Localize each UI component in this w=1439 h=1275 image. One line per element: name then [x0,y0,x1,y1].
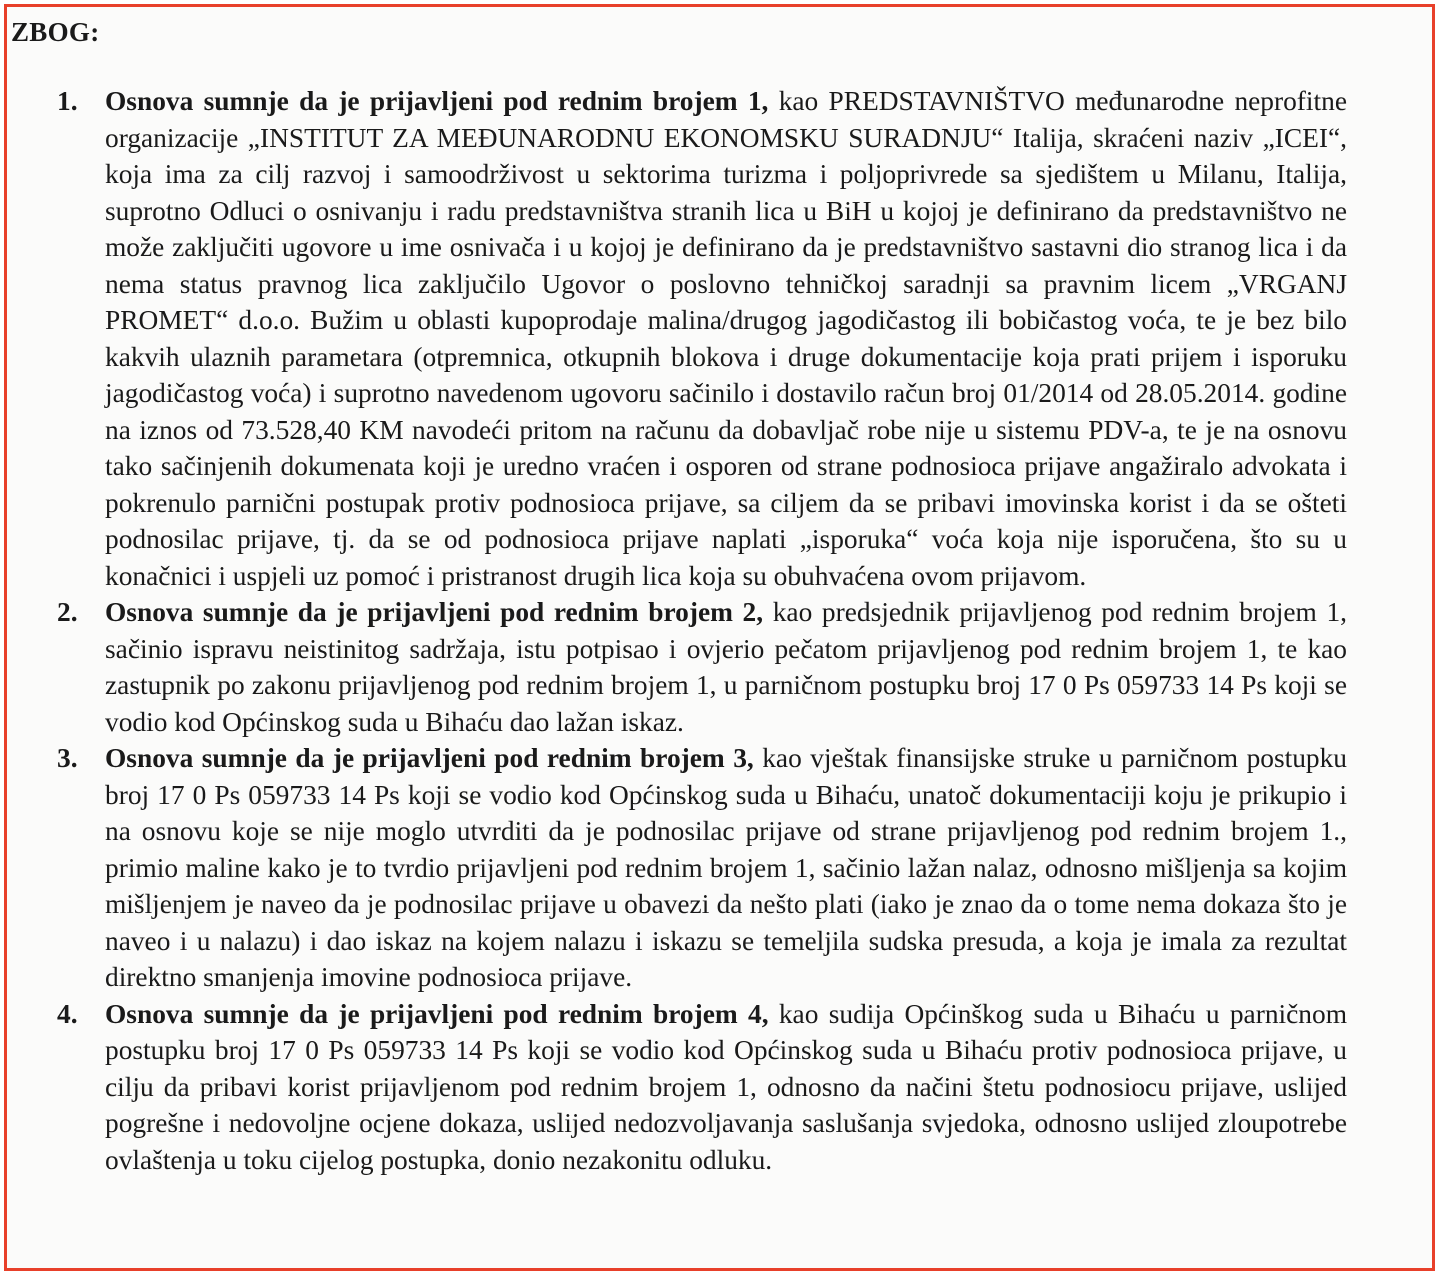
list-item-1 [57,83,1347,594]
item-number: 3. [57,743,78,773]
item-text: kao vještak finansijske struke u parničnom postupku broj 17 0 Ps 059733 14 Ps koji se vodio kod Općinskog suda u Bihaću, unatoč dokumentaciji koju je prikupio i na osnovu koje se nije moglo utvrditi da je podnosilac prijave od strane prijavljenog pod rednim brojem 1., primio maline kako je to tvrdio prijavljeni pod rednim brojem 1, sačinio lažan nalaz, odnosno mišljenja sa kojim mišljenjem je naveo da je podnosilac prijave u obavezi da nešto plati (iako je znao da o tome nema dokaza što je naveo i u nalazu) i dao iskaz na kojem nalazu i iskazu se temeljila sudska presuda, a koja je imala za rezultat direktno smanjenja imovine podnosioca prijave. [105,743,1348,992]
item-lead: Osnova sumnje da je prijavljeni pod rednim brojem 1, [105,86,769,116]
item-lead: Osnova sumnje da je prijavljeni pod rednim brojem 3, [105,743,754,773]
item-number: 2. [57,597,78,627]
document-page [4,4,1435,1271]
list-item-4 [57,996,1347,1179]
item-lead: Osnova sumnje da je prijavljeni pod rednim brojem 2, [105,597,764,627]
item-text: kao sudija Općinškog suda u Bihaću u parničnom postupku broj 17 0 Ps 059733 14 Ps koji se vodio kod Općinskog suda u Bihaću protiv podnosioca prijave, u cilju da pribavi korist prijavljenom pod rednim brojem 1, odnosno da načini štetu podnosiocu prijave, uslijed pogrešne i nedovoljne ocjene dokaza, uslijed nedozvoljavanja saslušanja svjedoka, odnosno uslijed zloupotrebe ovlaštenja u toku cijelog postupka, donio nezakonitu odluku. [105,998,1347,1175]
numbered-list [7,83,1432,1178]
list-item-2 [57,594,1347,740]
section-heading: ZBOG: [11,17,100,47]
item-text: kao predsjednik prijavljenog pod rednim brojem 1, sačinio ispravu neistinitog sadržaja, istu potpisao i ovjerio pečatom prijavljenog pod rednim brojem 1, te kao zastupnik po zakonu prijavljenog pod rednim brojem 1, u parničnom postupku broj 17 0 Ps 059733 14 Ps koji se vodio kod Općinskog suda u Bihaću dao lažan iskaz. [105,597,1347,737]
item-number: 4. [57,998,78,1029]
list-item-3 [57,740,1348,996]
item-text: kao PREDSTAVNIŠTVO međunarodne neprofitne organizacije „INSTITUT ZA MEĐUNARODNU EKONOMSKU SURADNJU“ Italija, skraćeni naziv „ICEI“, koja ima za cilj razvoj i samoodrživost u sektorima turizma i poljoprivrede sa sjedištem u Milanu, Italija, suprotno Odluci o osnivanju i radu predstavništva stranih lica u BiH u kojoj je definirano da predstavništvo ne može zaključiti ugovore u ime osnivača i u kojoj je definirano da je predstavništvo sastavni dio stranog lica i da nema status pravnog lica zaključilo Ugovor o poslovno tehničkoj saradnji sa pravnim licem „VRGANJ PROMET“ d.o.o. Bužim u oblasti kupoprodaje malina/drugog jagodičastog ili bobičastog voća, te je bez bilo kakvih ulaznih parametara (otpremnica, otkupnih blokova i druge dokumentacije koja prati prijem i isporuku jagodičastog voća) i suprotno navedenom ugovoru sačinilo i dostavilo račun broj 01/2014 od 28.05.2014. godine na iznos od 73.528,40 KM navodeći pritom na računu da dobavljač robe nije u sistemu PDV-a, te je na osnovu tako sačinjenih dokumenata koji je uredno vraćen i osporen od strane podnosioca prijave angažiralo advokata i pokrenulo parnični postupak protiv podnosioca prijave, sa ciljem da se pribavi imovinska korist i da se ošteti podnosilac prijave, tj. da se od podnosioca prijave naplati „isporuka“ voća koja nije isporučena, što su u konačnici i uspjeli uz pomoć i pristranost drugih lica koja su obuhvaćena ovom prijavom. [105,86,1347,591]
item-lead: Osnova sumnje da je prijavljeni pod rednim brojem 4, [105,998,769,1029]
item-number: 1. [57,86,78,116]
